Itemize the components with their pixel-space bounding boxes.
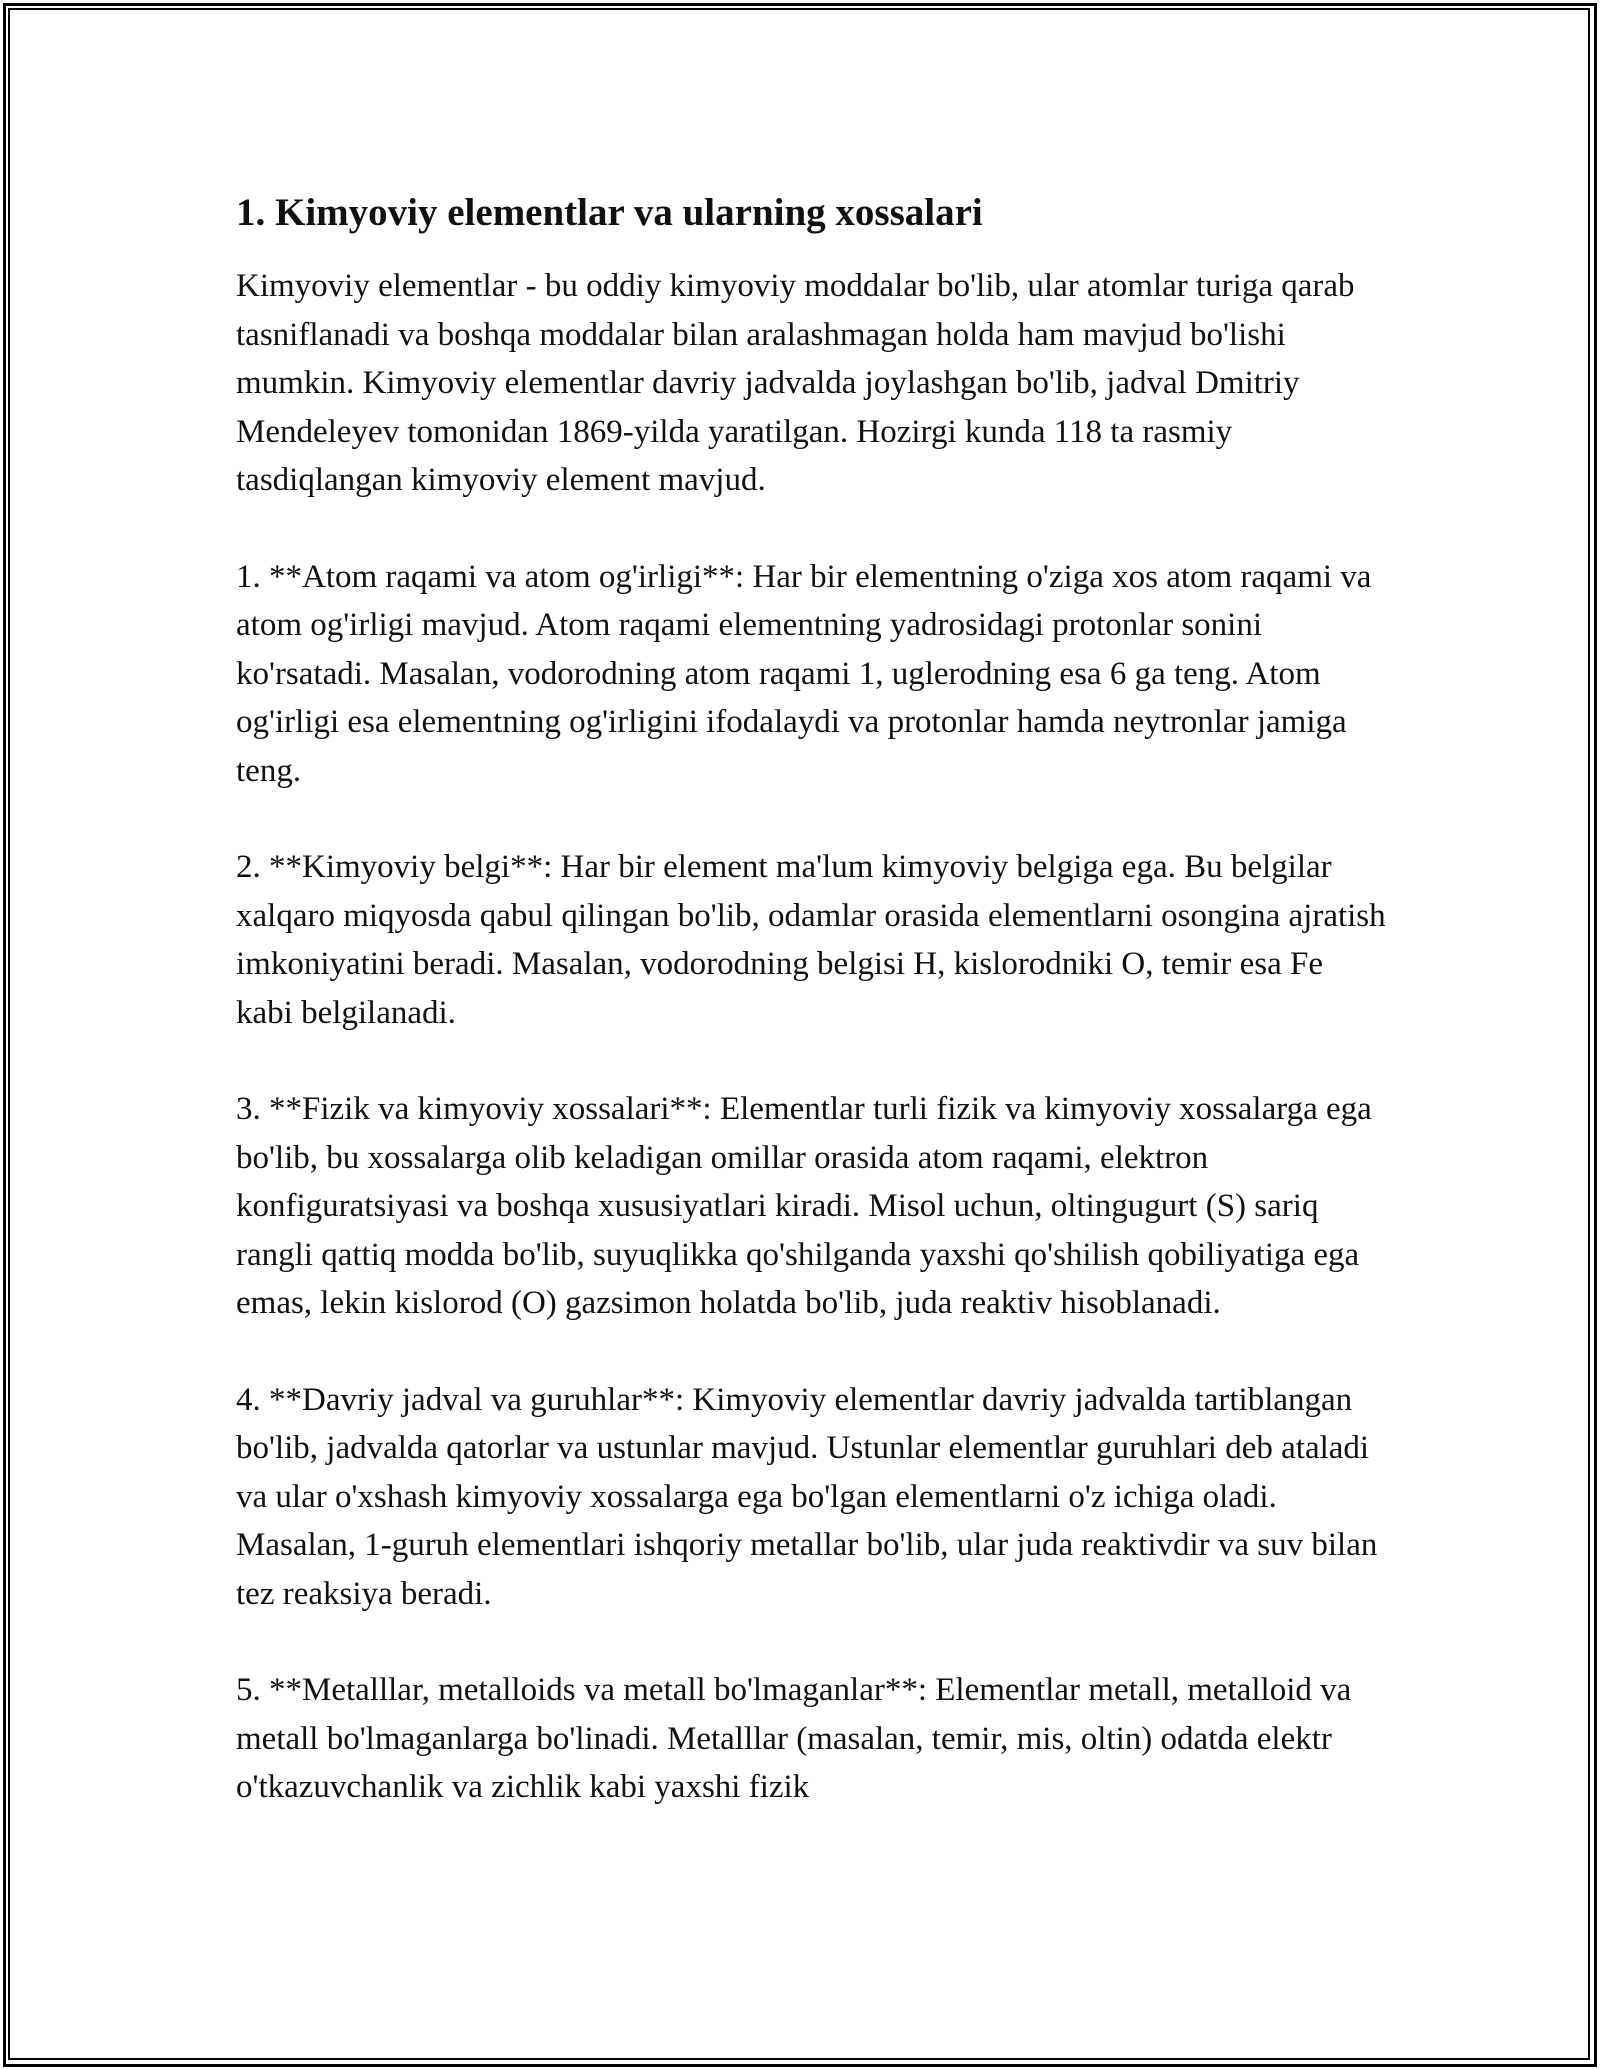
document-body xyxy=(236,188,1386,1812)
paragraph-chemical-symbol: 2. **Kimyoviy belgi**: Har bir element ma'lum kimyoviy belgiga ega. Bu belgilar xalqaro miqyosda qabul qilingan bo'lib, odamlar orasida elementlarni osongina ajratish imkoniyatini beradi. Masalan, vodorodning belgisi H, kislorodniki O, temir esa Fe kabi belgilanadi. xyxy=(236,849,1386,1031)
paragraph-periodic-table: 4. **Davriy jadval va guruhlar**: Kimyoviy elementlar davriy jadvalda tartiblangan bo'lib, jadvalda qatorlar va ustunlar mavjud. Ustunlar elementlar guruhlari deb ataladi va ular o'xshash kimyoviy xossalarga ega bo'lgan elementlarni o'z ichiga oladi. Masalan, 1-guruh elementlari ishqoriy metallar bo'lib, ular juda reaktivdir va suv bilan tez reaksiya beradi. xyxy=(236,1381,1378,1612)
paragraph-atomic-number: 1. **Atom raqami va atom og'irligi**: Har bir elementning o'ziga xos atom raqami va atom og'irligi mavjud. Atom raqami elementning yadrosidagi protonlar sonini ko'rsatadi. Masalan, vodorodning atom raqami 1, uglerodning esa 6 ga teng. Atom og'irligi esa elementning og'irligini ifodalaydi va protonlar hamda neytronlar jamiga teng. xyxy=(236,558,1372,789)
section-heading: 1. Kimyoviy elementlar va ularning xossalari xyxy=(236,191,983,234)
intro-paragraph: Kimyoviy elementlar - bu oddiy kimyoviy moddalar bo'lib, ular atomlar turiga qarab tasniflanadi va boshqa moddalar bilan aralashmagan holda ham mavjud bo'lishi mumkin. Kimyoviy elementlar davriy jadvalda joylashgan bo'lib, jadval Dmitriy Mendeleyev tomonidan 1869-yilda yaratilgan. Hozirgi kunda 118 ta rasmiy tasdiqlangan kimyoviy element mavjud. xyxy=(236,268,1355,498)
paragraph-properties: 3. **Fizik va kimyoviy xossalari**: Elementlar turli fizik va kimyoviy xossalarga ega bo'lib, bu xossalarga olib keladigan omillar orasida atom raqami, elektron konfiguratsiyasi va boshqa xususiyatlari kiradi. Misol uchun, oltingugurt (S) sariq rangli qattiq modda bo'lib, suyuqlikka qo'shilganda yaxshi qo'shilish qobiliyatiga ega emas, lekin kislorod (O) gazsimon holatda bo'lib, juda reaktiv hisoblanadi. xyxy=(236,1091,1372,1321)
paragraph-metals: 5. **Metalllar, metalloids va metall bo'lmaganlar**: Elementlar metall, metalloid va metall bo'lmaganlarga bo'linadi. Metalllar (masalan, temir, mis, oltin) odatda elektr o'tkazuvchanlik va zichlik kabi yaxshi fizik xyxy=(236,1672,1352,1805)
